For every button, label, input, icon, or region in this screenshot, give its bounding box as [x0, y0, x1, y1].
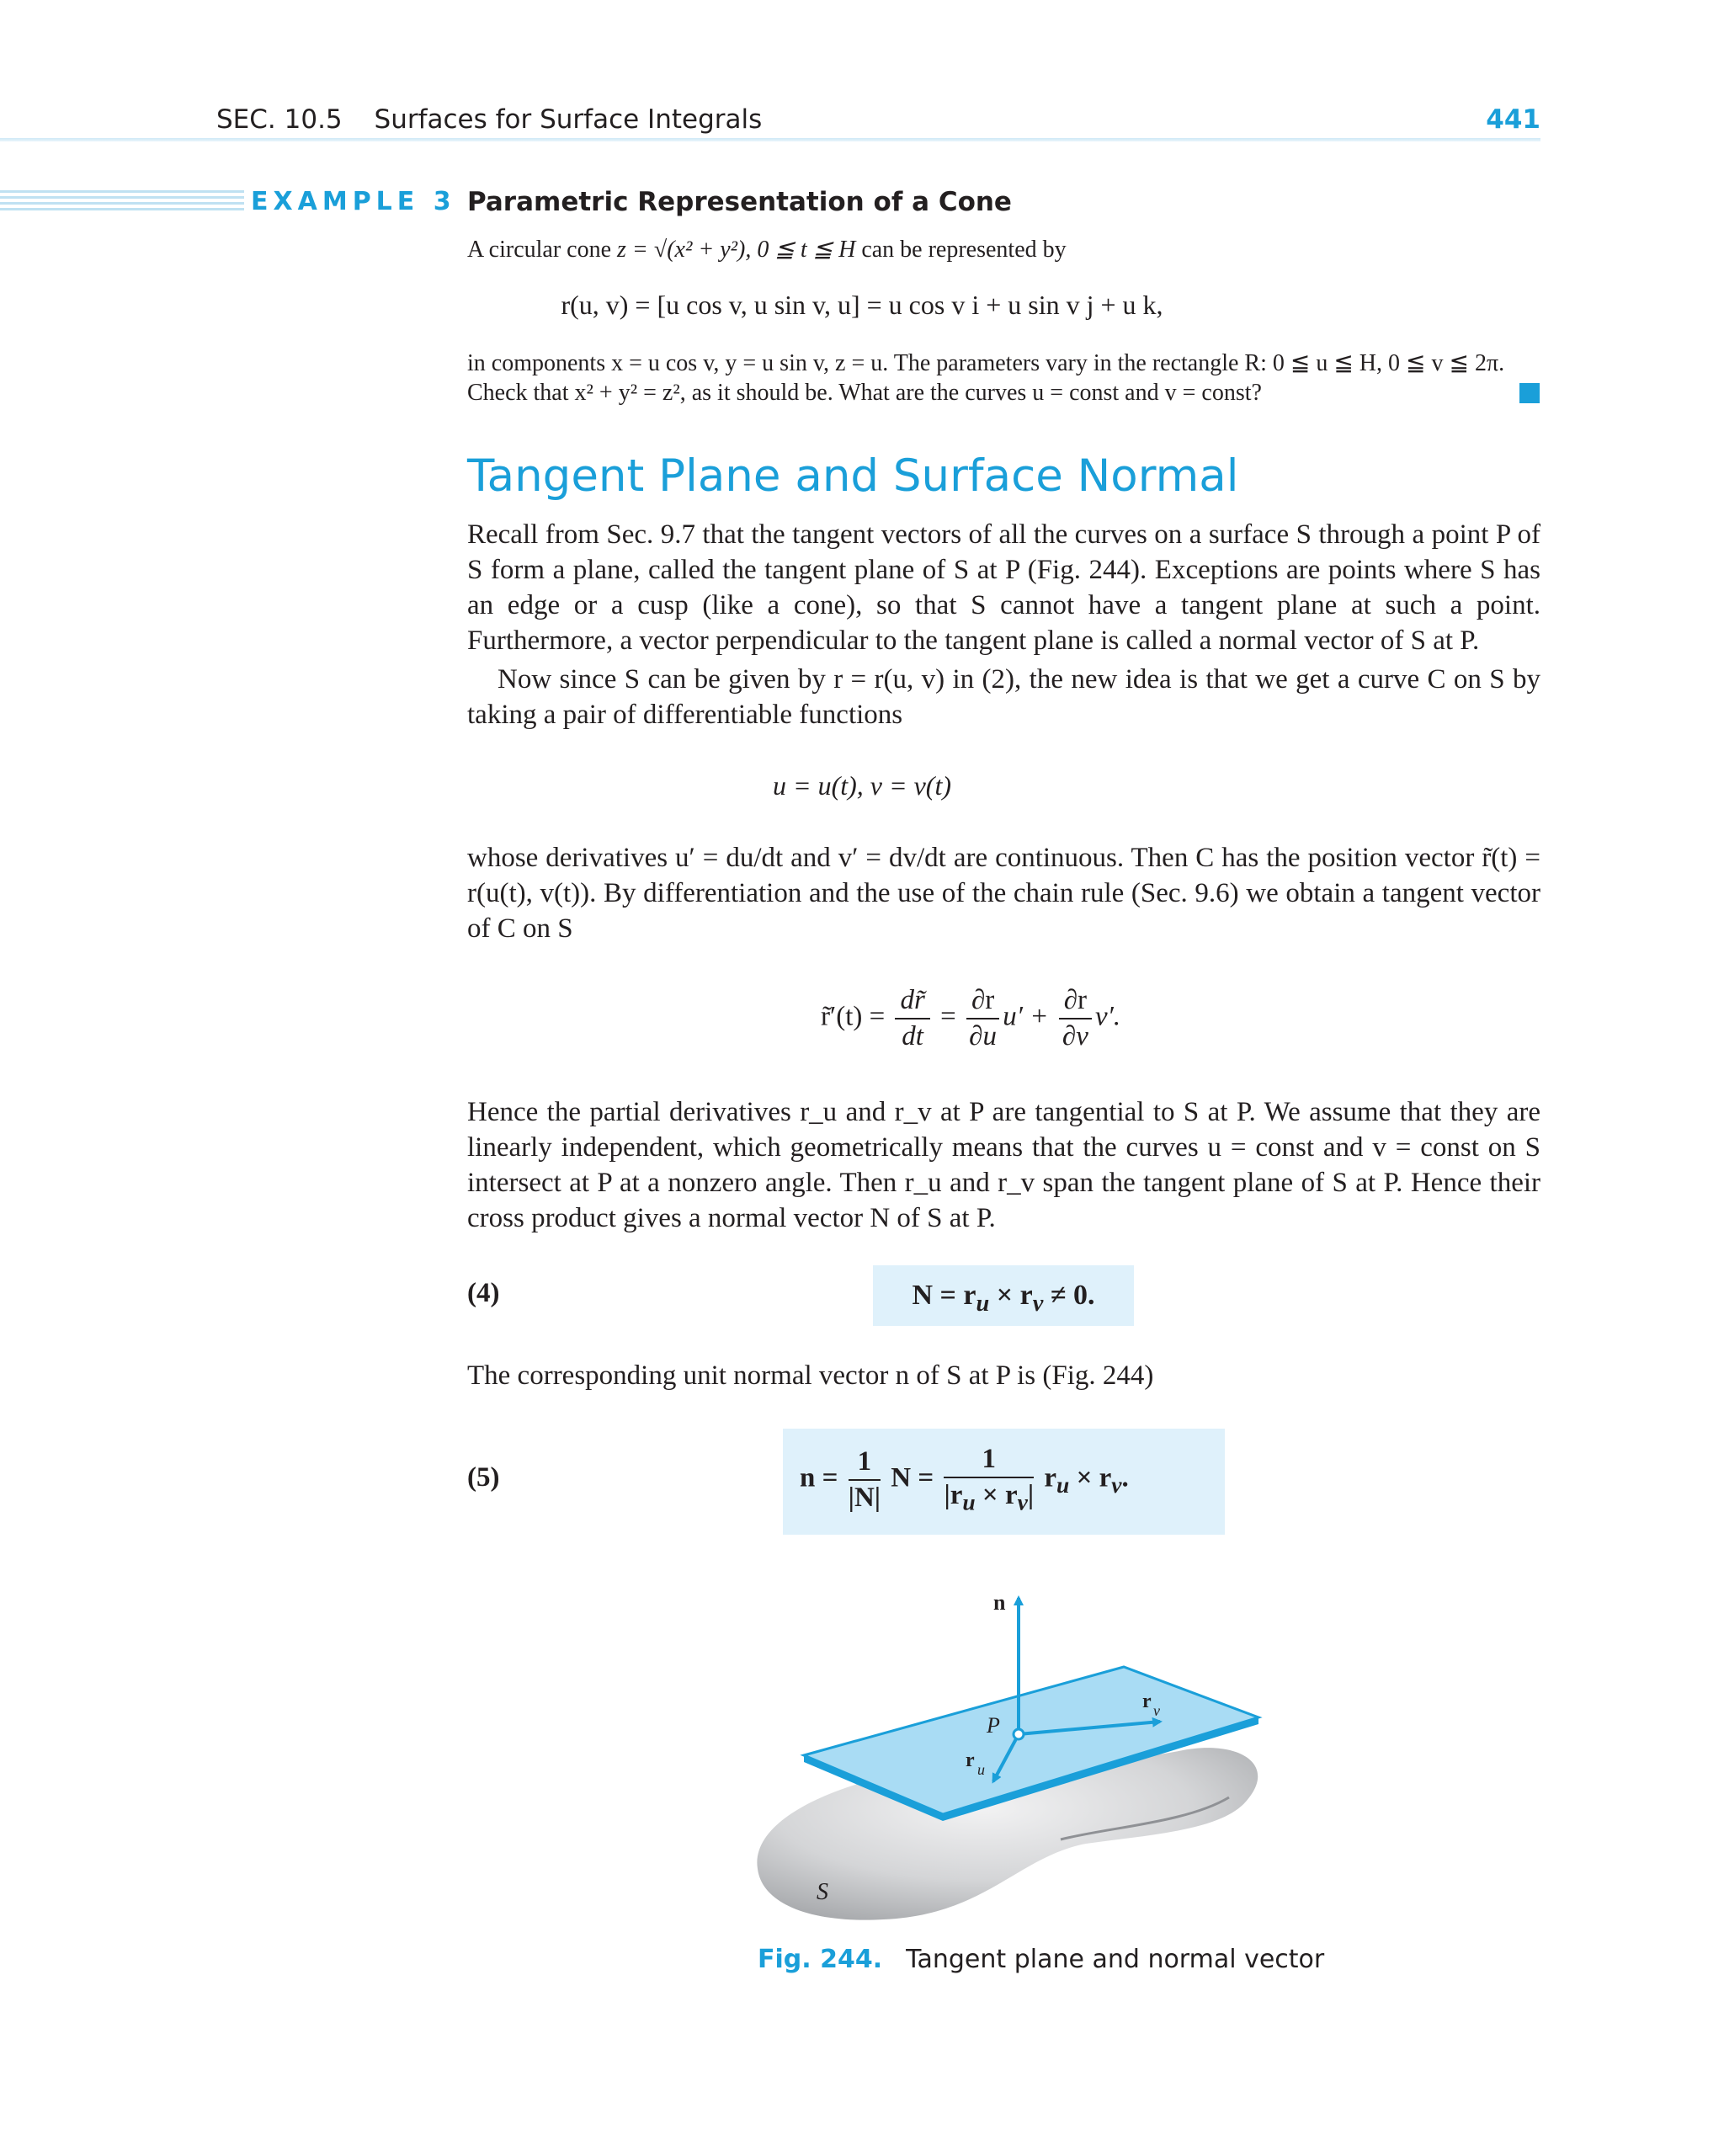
denominator: dt [902, 1021, 923, 1051]
eq5-lhs: n = [800, 1462, 838, 1493]
example-line3: Check that x² + y² = z², as it should be. What are the curves u = const and v = const? [467, 380, 1262, 406]
example-math: z = √(x² + y²), 0 ≦ t ≦ H [617, 237, 856, 263]
den-part: |r [944, 1480, 963, 1510]
running-head [216, 104, 762, 135]
example-line1 [467, 236, 1540, 264]
eq4-part: × r [989, 1280, 1033, 1311]
example-text: A circular cone [467, 237, 618, 263]
eq5-mid: N = [891, 1462, 934, 1493]
section-number: SEC. 10.5 [216, 104, 343, 135]
subscript: u [976, 1290, 990, 1317]
equation-5 [783, 1429, 1225, 1535]
numerator: 1 [944, 1444, 1034, 1478]
running-title: Surfaces for Surface Integrals [374, 104, 763, 135]
section-title: Tangent Plane and Surface Normal [467, 450, 1239, 502]
den-part: | [1027, 1480, 1035, 1510]
paragraph-4: Hence the partial derivatives r_u and r_v at P are tangential to S at P. We assume that they are linearly independent, which geometrically means that the curves u = const and v = const on S intersect at P at a nonzero angle. Then r_u and r_v span the tangent plane of S at P. Hence their cross product gives a normal vector N of S at P. [467, 1097, 1540, 1233]
paragraph-1: Recall from Sec. 9.7 that the tangent vectors of all the curves on a surface S through a point P of S form a plane, called the tangent plane of S at P (Fig. 244). Exceptions are points where S has an edge or a cusp (like a cone), so that S cannot have a tangent plane at such a point. Furthermore, a vector perpendicular to the tangent plane is called a normal vector of S at P. [467, 519, 1540, 656]
fraction [1059, 985, 1092, 1052]
numerator: ∂r [1059, 985, 1092, 1019]
subscript: u [1056, 1471, 1070, 1498]
equation-4-label: (4) [467, 1278, 500, 1308]
example-text: can be represented by [855, 237, 1067, 263]
subscript: v [1017, 1488, 1028, 1515]
denominator: ∂v [1062, 1021, 1088, 1051]
figure-caption-text: Tangent plane and normal vector [906, 1945, 1325, 1974]
equation-4 [873, 1265, 1134, 1326]
eq4-part: ≠ 0. [1043, 1280, 1095, 1311]
subscript: v [1032, 1290, 1044, 1317]
equation-uv: u = u(t), v = v(t) [773, 770, 951, 801]
label-s: S [817, 1879, 828, 1905]
end-of-example-mark [1519, 383, 1540, 403]
figure-244 [741, 1583, 1280, 1928]
subscript: v [1111, 1471, 1122, 1498]
fraction [966, 985, 999, 1052]
eq4-part: N = r [912, 1280, 976, 1311]
figure-caption-label: Fig. 244. [758, 1945, 883, 1974]
fraction [944, 1444, 1034, 1516]
denominator: ∂u [969, 1021, 997, 1051]
den-part: × r [975, 1480, 1018, 1510]
label-rv: r [1142, 1690, 1152, 1712]
label-ru: r [966, 1749, 975, 1771]
header-rule [0, 138, 1540, 141]
figure-caption [758, 1945, 1324, 1974]
eq5-rhs: r [1044, 1462, 1057, 1493]
eq5-rhs: × r [1069, 1462, 1112, 1493]
equals: = [940, 1001, 956, 1032]
fraction [895, 985, 929, 1052]
paragraph-3: whose derivatives u′ = du/dt and v′ = dv/dt are continuous. Then C has the position vector r̃(t) = r(u(t), v(t)). By differentiation and the use of the chain rule (Sec. 9.6) we obtain a tangent vector of C on S [467, 843, 1540, 944]
label-n: n [993, 1590, 1006, 1615]
example-title: Parametric Representation of a Cone [467, 187, 1012, 217]
term: v′. [1095, 1001, 1121, 1032]
label-rv-sub: v [1153, 1702, 1160, 1719]
numerator: 1 [849, 1446, 881, 1481]
example-label: EXAMPLE 3 [251, 187, 456, 216]
page-number: 441 [1486, 104, 1540, 135]
equation-5-label: (5) [467, 1462, 500, 1493]
numerator: ∂r [966, 985, 999, 1019]
eq5-rhs: . [1121, 1462, 1129, 1493]
example-decoration [0, 190, 244, 214]
paragraph-5: The corresponding unit normal vector n of S at P is (Fig. 244) [467, 1360, 1154, 1391]
label-p: P [987, 1713, 1000, 1738]
fraction [849, 1446, 881, 1514]
label-ru-sub: u [977, 1761, 985, 1778]
subscript: u [962, 1488, 976, 1515]
numerator: dr̃ [895, 985, 929, 1019]
example-line2: in components x = u cos v, y = u sin v, z = u. The parameters vary in the rectangle R: 0 ≦ u ≦ H, 0 ≦ v ≦ 2π. [467, 350, 1505, 376]
eq3-lhs: r̃′(t) = [821, 1001, 886, 1032]
point-p [1014, 1729, 1024, 1739]
equation-3 [821, 985, 1120, 1052]
example-equation: r(u, v) = [u cos v, u sin v, u] = u cos v i + u sin v j + u k, [561, 290, 1163, 320]
term: u′ + [1003, 1001, 1049, 1032]
paragraph-2: Now since S can be given by r = r(u, v) in (2), the new idea is that we get a curve C on S by taking a pair of differentiable functions [467, 664, 1540, 730]
denominator: |N| [848, 1482, 881, 1513]
